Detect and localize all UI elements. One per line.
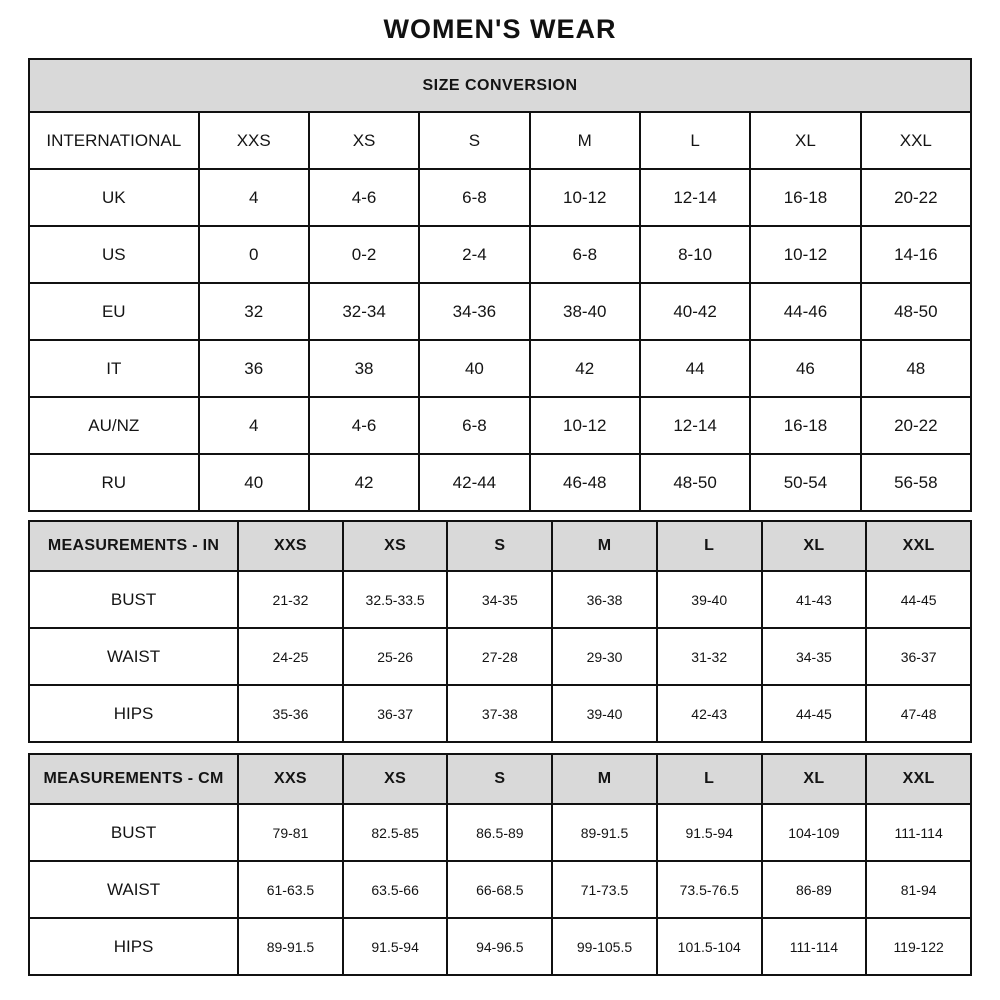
size-column-header: L [640, 112, 750, 169]
table-row [29, 628, 971, 685]
value-cell: 4-6 [309, 397, 419, 454]
table-row [29, 169, 971, 226]
value-cell: 0-2 [309, 226, 419, 283]
size-column-header: M [530, 112, 640, 169]
table-title: SIZE CONVERSION [29, 59, 971, 112]
size-column-header: INTERNATIONAL [29, 112, 199, 169]
size-column-header: XXS [199, 112, 309, 169]
value-cell: 44-45 [762, 685, 867, 742]
table-row [29, 804, 971, 861]
table-header-row [29, 754, 971, 804]
value-cell: 12-14 [640, 397, 750, 454]
size-column-header: M [552, 754, 657, 804]
value-cell: 4 [199, 397, 309, 454]
column-header-row [29, 112, 971, 169]
value-cell: 41-43 [762, 571, 867, 628]
value-cell: 48-50 [861, 283, 971, 340]
value-cell: 42-43 [657, 685, 762, 742]
size-column-header: S [419, 112, 529, 169]
table-header-row [29, 521, 971, 571]
value-cell: 61-63.5 [238, 861, 343, 918]
value-cell: 48 [861, 340, 971, 397]
table-row [29, 861, 971, 918]
measurements-cm-table [28, 753, 972, 976]
row-label: AU/NZ [29, 397, 199, 454]
value-cell: 91.5-94 [343, 918, 448, 975]
value-cell: 89-91.5 [552, 804, 657, 861]
size-column-header: XXL [866, 521, 971, 571]
value-cell: 91.5-94 [657, 804, 762, 861]
value-cell: 40 [199, 454, 309, 511]
value-cell: 44-46 [750, 283, 860, 340]
value-cell: 6-8 [419, 169, 529, 226]
size-column-header: XL [762, 754, 867, 804]
row-label: EU [29, 283, 199, 340]
value-cell: 2-4 [419, 226, 529, 283]
value-cell: 119-122 [866, 918, 971, 975]
value-cell: 36-37 [343, 685, 448, 742]
value-cell: 39-40 [552, 685, 657, 742]
value-cell: 21-32 [238, 571, 343, 628]
value-cell: 89-91.5 [238, 918, 343, 975]
value-cell: 101.5-104 [657, 918, 762, 975]
value-cell: 10-12 [750, 226, 860, 283]
value-cell: 63.5-66 [343, 861, 448, 918]
table-row [29, 340, 971, 397]
size-column-header: S [447, 521, 552, 571]
size-column-header: XL [750, 112, 860, 169]
value-cell: 82.5-85 [343, 804, 448, 861]
value-cell: 34-35 [762, 628, 867, 685]
value-cell: 94-96.5 [447, 918, 552, 975]
value-cell: 32-34 [309, 283, 419, 340]
value-cell: 42 [309, 454, 419, 511]
value-cell: 6-8 [530, 226, 640, 283]
value-cell: 32.5-33.5 [343, 571, 448, 628]
size-column-header: XXS [238, 521, 343, 571]
value-cell: 36 [199, 340, 309, 397]
table-title: MEASUREMENTS - CM [29, 754, 238, 804]
value-cell: 4-6 [309, 169, 419, 226]
value-cell: 46-48 [530, 454, 640, 511]
table-row [29, 283, 971, 340]
value-cell: 8-10 [640, 226, 750, 283]
value-cell: 36-38 [552, 571, 657, 628]
value-cell: 79-81 [238, 804, 343, 861]
row-label: WAIST [29, 861, 238, 918]
value-cell: 56-58 [861, 454, 971, 511]
value-cell: 71-73.5 [552, 861, 657, 918]
value-cell: 111-114 [762, 918, 867, 975]
value-cell: 27-28 [447, 628, 552, 685]
value-cell: 44 [640, 340, 750, 397]
size-column-header: XL [762, 521, 867, 571]
value-cell: 44-45 [866, 571, 971, 628]
value-cell: 31-32 [657, 628, 762, 685]
value-cell: 50-54 [750, 454, 860, 511]
value-cell: 0 [199, 226, 309, 283]
value-cell: 38-40 [530, 283, 640, 340]
row-label: US [29, 226, 199, 283]
row-label: BUST [29, 571, 238, 628]
row-label: HIPS [29, 918, 238, 975]
value-cell: 81-94 [866, 861, 971, 918]
value-cell: 42-44 [419, 454, 529, 511]
value-cell: 40-42 [640, 283, 750, 340]
value-cell: 16-18 [750, 169, 860, 226]
row-label: UK [29, 169, 199, 226]
value-cell: 12-14 [640, 169, 750, 226]
measurements-in-table [28, 520, 972, 743]
value-cell: 10-12 [530, 397, 640, 454]
table-row [29, 571, 971, 628]
size-column-header: L [657, 754, 762, 804]
value-cell: 36-37 [866, 628, 971, 685]
value-cell: 39-40 [657, 571, 762, 628]
value-cell: 16-18 [750, 397, 860, 454]
value-cell: 111-114 [866, 804, 971, 861]
value-cell: 32 [199, 283, 309, 340]
value-cell: 73.5-76.5 [657, 861, 762, 918]
value-cell: 42 [530, 340, 640, 397]
value-cell: 4 [199, 169, 309, 226]
value-cell: 99-105.5 [552, 918, 657, 975]
size-column-header: M [552, 521, 657, 571]
value-cell: 46 [750, 340, 860, 397]
size-column-header: XS [343, 521, 448, 571]
value-cell: 6-8 [419, 397, 529, 454]
row-label: RU [29, 454, 199, 511]
value-cell: 86.5-89 [447, 804, 552, 861]
size-column-header: XXL [866, 754, 971, 804]
size-column-header: XXS [238, 754, 343, 804]
value-cell: 40 [419, 340, 529, 397]
value-cell: 37-38 [447, 685, 552, 742]
row-label: BUST [29, 804, 238, 861]
value-cell: 66-68.5 [447, 861, 552, 918]
value-cell: 10-12 [530, 169, 640, 226]
row-label: HIPS [29, 685, 238, 742]
value-cell: 35-36 [238, 685, 343, 742]
value-cell: 14-16 [861, 226, 971, 283]
value-cell: 20-22 [861, 169, 971, 226]
row-label: WAIST [29, 628, 238, 685]
table-title-row [29, 59, 971, 112]
table-row [29, 226, 971, 283]
value-cell: 47-48 [866, 685, 971, 742]
value-cell: 20-22 [861, 397, 971, 454]
size-conversion-table [28, 58, 972, 512]
table-row [29, 685, 971, 742]
value-cell: 38 [309, 340, 419, 397]
value-cell: 34-36 [419, 283, 529, 340]
table-row [29, 918, 971, 975]
value-cell: 48-50 [640, 454, 750, 511]
value-cell: 86-89 [762, 861, 867, 918]
value-cell: 25-26 [343, 628, 448, 685]
size-column-header: S [447, 754, 552, 804]
table-title: MEASUREMENTS - IN [29, 521, 238, 571]
size-column-header: XS [309, 112, 419, 169]
value-cell: 34-35 [447, 571, 552, 628]
size-column-header: XXL [861, 112, 971, 169]
row-label: IT [29, 340, 199, 397]
table-row [29, 454, 971, 511]
size-column-header: L [657, 521, 762, 571]
table-row [29, 397, 971, 454]
page-title: WOMEN'S WEAR [383, 14, 617, 44]
value-cell: 104-109 [762, 804, 867, 861]
value-cell: 24-25 [238, 628, 343, 685]
size-column-header: XS [343, 754, 448, 804]
value-cell: 29-30 [552, 628, 657, 685]
